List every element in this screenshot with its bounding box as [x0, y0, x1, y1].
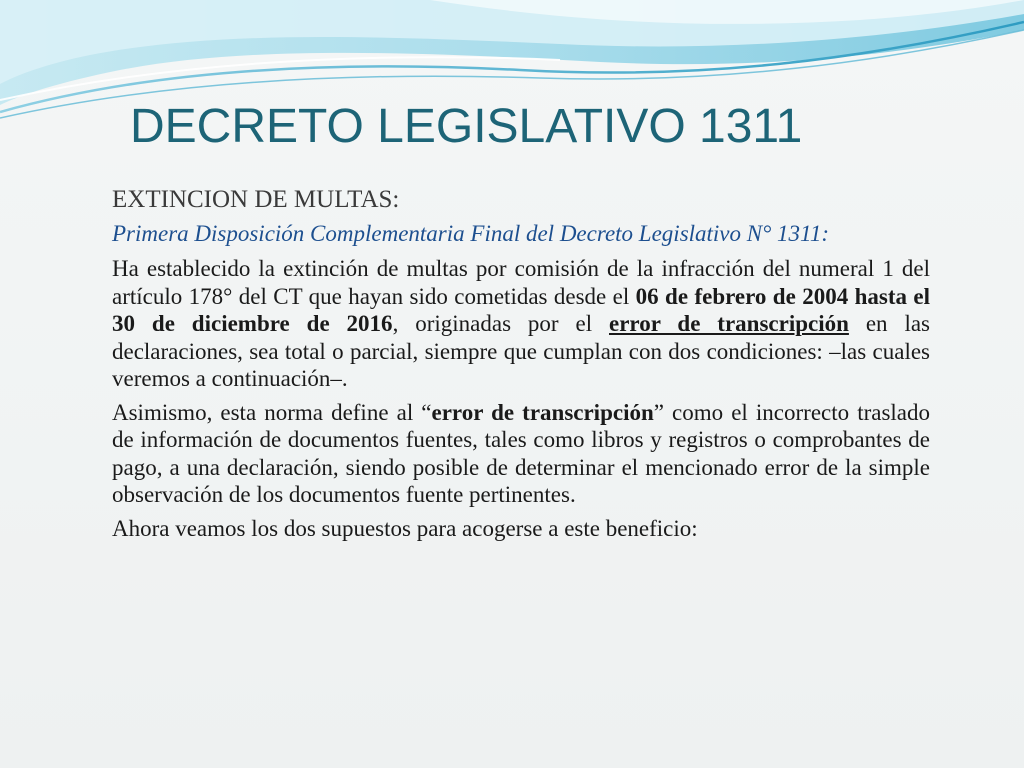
- slide-content: [112, 183, 930, 542]
- paragraph-text: , originadas por el: [392, 311, 609, 336]
- section-subheading: Primera Disposición Complementaria Final del Decreto Legislativo N° 1311:: [112, 221, 830, 246]
- paragraph-definicion: [112, 399, 930, 509]
- paragraph-text: en las declaraciones, sea total o parcial, siempre que cumplan con dos condiciones: –las cuales veremos a continuación–.: [112, 311, 930, 391]
- underlined-term: error de transcripción: [609, 311, 849, 336]
- bold-term: error de transcripción: [431, 399, 654, 425]
- bold-date-range: 06 de febrero de 2004 hasta el 30 de diciembre de 2016: [112, 283, 930, 336]
- paragraph-text: ” como el incorrecto traslado de información de documentos fuentes, tales como libros y registros o comprobantes de pago, a una declaración, siendo posible de determinar el mencionado error de la simple observación de los documentos fuente pertinentes.: [112, 399, 931, 507]
- slide-title: DECRETO LEGISLATIVO 1311: [130, 100, 803, 153]
- paragraph-text: Ha establecido la extinción de multas por comisión de la infracción del numeral 1 del artículo 178° del CT que hayan sido cometidas desde el: [112, 256, 930, 309]
- paragraph-extincion: [112, 255, 930, 393]
- paragraph-text: Asimismo, esta norma define al “: [112, 399, 432, 425]
- section-heading: EXTINCION DE MULTAS:: [112, 186, 400, 213]
- paragraph-supuestos: Ahora veamos los dos supuestos para acogerse a este beneficio:: [112, 515, 698, 541]
